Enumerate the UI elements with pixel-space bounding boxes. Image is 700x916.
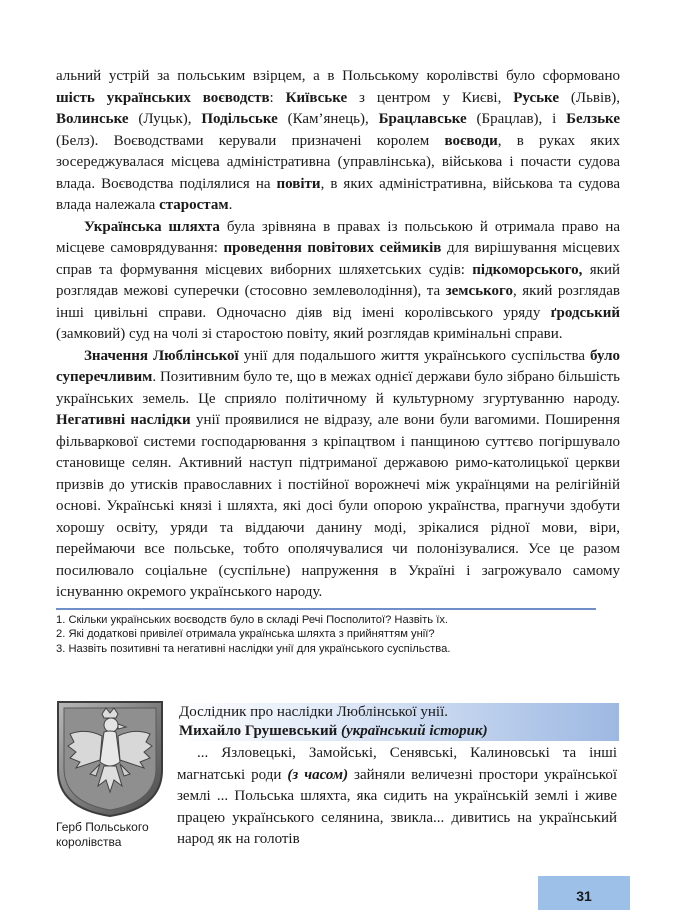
question-item: 3. Назвіть позитивні та негативні наслідки унії для українського суспільства. xyxy=(56,642,451,655)
paragraph-gentry: Українська шляхта була зрівняна в правах із польською й отримала право на місцеве самоврядування: проведення повітових сеймиків для вирішування місцевих справ та формування місцевих виборних шляхетських судів: підкоморського, який розглядав межові суперечки (стосовно землеволодіння), та земського, який розглядав інші цивільні справи. Одночасно діяв від імені королівського уряду ґродський (замковий) суд на чолі зі старостою повіту, який розглядав кримінальні справи. xyxy=(56,218,621,342)
source-box-header xyxy=(177,703,619,741)
main-text xyxy=(56,66,620,656)
paragraph-consequences: Значення Люблінської унії для подальшого життя українського суспільства було суперечливим. Позитивним було те, що в межах однієї держави було зібрано більшість українських земель. Це сприяло політичному й культурному згуртуванню народу. Негативні наслідки унії проявилися не відразу, але вони були вагомими. Поширення фільваркової системи господарювання з кріпацтвом і панщиною суттєво погіршувало становище селян. Активний наступ підтриманої державою римо-католицької церкви призвів до утисків православних і постійної ворожнечі між українцями на релігійній основі. Українські князі і шляхта, які досі були опорою українства, прагнучи здобути хорошу освіту, уряди та віддаючи данину моді, зрікалися рідної мови, віри, переймаючи все польське, тобто ополячувалися чи полонізувалися. Усе це разом посилювало соціальне (суспільне) напруження в Україні і загрожувало самому існуванню окремого українського народу. xyxy=(56,347,620,600)
crowned-eagle-icon xyxy=(56,700,164,818)
questions-list xyxy=(56,613,620,657)
source-quote: ... Язловецькі, Замойські, Сенявські, Калиновські та інші магнатські роди (з часом) зайняли величезні простори української землі ... Польська шляхта, яка сидить на українській землі і живе працею українського селянина, звикла... дивитись на український народ як на голотів xyxy=(177,745,617,847)
source-heading: Дослідник про наслідки Люблінської унії. xyxy=(179,704,448,720)
paragraph-voivodeships: альний устрій за польським взірцем, а в Польському королівстві було сформовано шість українських воєводств: Київське з центром у Києві, Руське (Львів), Волинське (Луцьк), Подільське (Кам’янець), Брацлавське (Брацлав), і Белзьке (Белз). Воєводствами керували призначені королем воєводи, в руках яких зосереджувалася місцева адміністративна (управлінська), військова і почасти судова влада. Воєводства поділялися на повіти, в яких адміністративна, військова та судова влада належала старостам. xyxy=(56,68,621,213)
question-item: 2. Які додаткові привілеї отримала українська шляхта з прийняттям унії? xyxy=(56,628,435,640)
source-author: Михайло Грушевський (український історик) xyxy=(179,723,488,739)
question-item: 1. Скільки українських воєводств було в складі Речі Посполитої? Назвіть їх. xyxy=(56,613,449,626)
section-divider xyxy=(56,608,596,610)
page-number: 31 xyxy=(538,876,630,910)
figure-caption: Герб Польського королівства xyxy=(56,820,149,849)
